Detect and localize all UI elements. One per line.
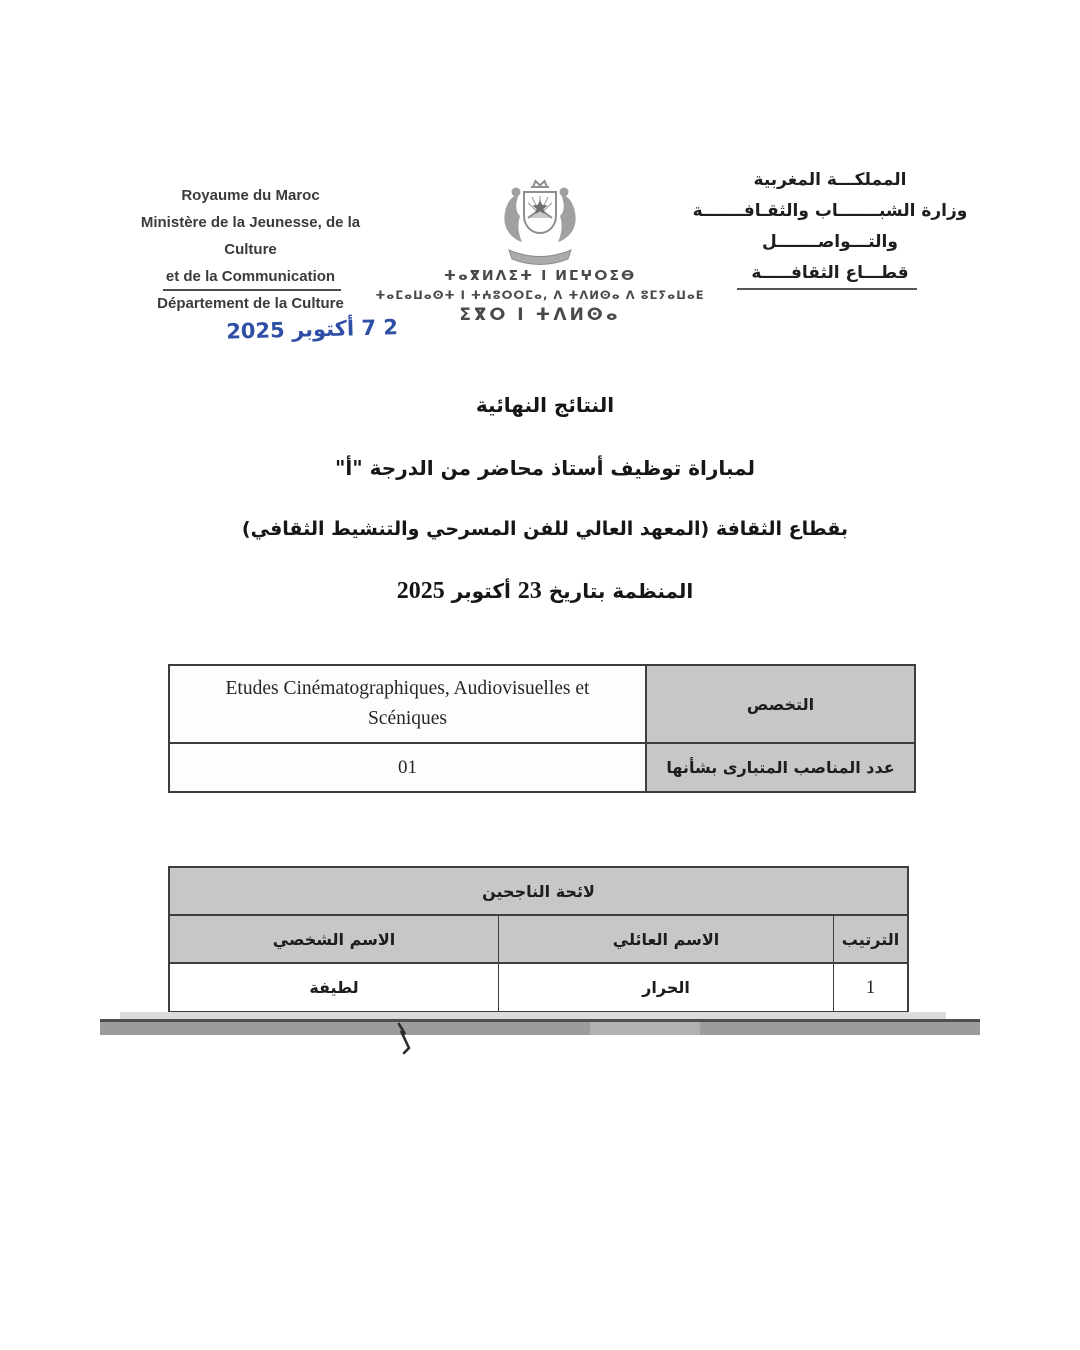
title-competition: لمباراة توظيف أستاذ محاضر من الدرجة "أ" [335, 456, 755, 480]
positions-label: عدد المناصب المتبارى بشأنها [645, 744, 914, 791]
tifinagh-ministry-line: ⵜⴰⵎⴰⵡⴰⵙⵜ ⵏ ⵜⵄⵓⵔⵔⵎⴰ, ⴷ ⵜⴷⵍⵙⴰ ⴷ ⵓⵎⵢⴰⵡⴰⴹ [375, 288, 705, 302]
column-family-name: الاسم العائلي [498, 916, 834, 962]
ministry-header-ar [690, 165, 970, 289]
header-line-communication: et de la Communication [165, 268, 336, 285]
scan-artifact-highlight [590, 1022, 700, 1035]
title-final-results: النتائج النهائية [475, 393, 615, 417]
header-line-ministere: Ministère de la Jeunesse, de la Culture [140, 214, 361, 258]
column-personal-name: الاسم الشخصي [170, 916, 498, 962]
specialty-value: Etudes Cinématographiques, Audiovisuelles et Scéniques [225, 678, 590, 729]
candidate-rank: 1 [865, 976, 876, 998]
header-ar-kingdom: المملكـــة المغربية [753, 170, 907, 190]
title-date [0, 578, 1080, 605]
column-rank: الترتيب [834, 916, 907, 962]
date-stamp: 2 7 أكتوبر 2025 [225, 315, 399, 344]
results-row-1 [170, 962, 907, 1011]
ministry-header-fr [118, 182, 383, 317]
specialty-label: التخصص [645, 666, 914, 742]
specialty-table [168, 664, 916, 793]
scan-page-edge-strip [120, 1012, 946, 1019]
header-right-divider [737, 288, 917, 290]
results-table-title: لائحة الناجحين [170, 868, 907, 914]
morocco-coat-of-arms-icon [485, 176, 595, 272]
specialty-row [170, 666, 914, 742]
tifinagh-sector-line: ⵉⴳⵔ ⵏ ⵜⴷⵍⵙⴰ [459, 305, 621, 325]
scan-ink-mark [393, 1022, 417, 1056]
results-table [168, 866, 909, 1013]
title-date-prefix: المنظمة بتاريخ [548, 579, 694, 603]
title-date-month: أكتوبر [451, 579, 511, 603]
title-sector-institute: بقطاع الثقافة (المعهد العالي للفن المسرحي والتنشيط الثقافي) [241, 518, 849, 540]
header-line-departement: Département de la Culture [157, 295, 344, 312]
header-ar-culture-sector: قطـــاع الثقافـــــة [751, 263, 909, 283]
candidate-personal-name: لطيفة [309, 978, 359, 997]
tifinagh-kingdom-line: ⵜⴰⴳⵍⴷⵉⵜ ⵏ ⵍⵎⵖⵔⵉⴱ [443, 268, 637, 284]
positions-value: 01 [398, 756, 417, 778]
candidate-family-name: الحرار [498, 964, 834, 1011]
scan-artifact-bar [100, 1019, 980, 1035]
title-date-day: 23 [517, 578, 542, 604]
header-ar-communication: والتـــواصـــــــل [762, 232, 898, 252]
header-line-royaume: Royaume du Maroc [181, 187, 320, 204]
results-table-header-row [170, 914, 907, 962]
header-left-divider [163, 289, 341, 291]
title-date-year: 2025 [396, 578, 445, 604]
results-table-title-row [170, 868, 907, 914]
positions-row [170, 742, 914, 791]
header-ar-ministry: وزارة الشبـــــــاب والثقـافـــــــة [692, 201, 968, 221]
